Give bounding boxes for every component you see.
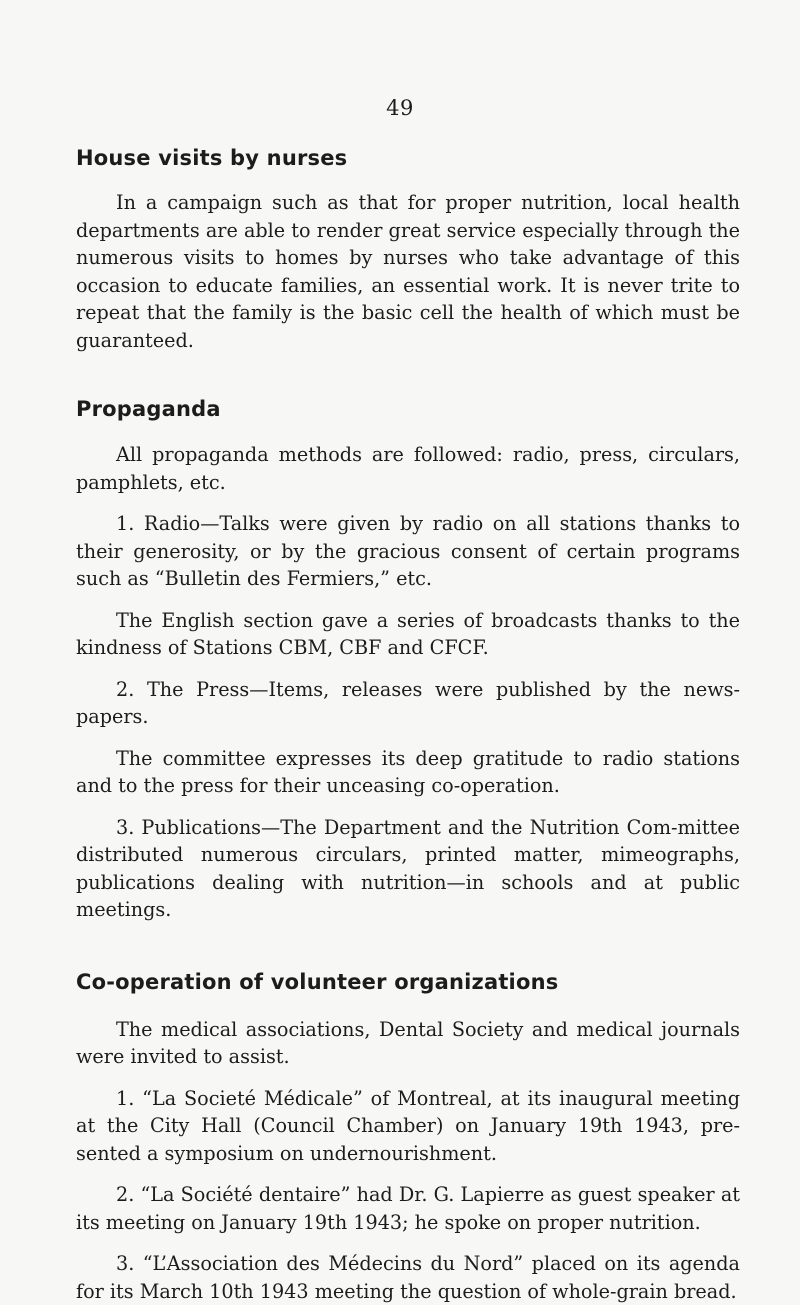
paragraph: All propaganda methods are followed: radio, press, circulars, pamphlets, etc. [76, 441, 740, 496]
section-heading: Co-operation of volunteer organizations [76, 970, 740, 994]
section-propaganda [76, 397, 740, 924]
paragraph: The committee expresses its deep gratitude to radio stations and to the press for their unceasing co-operation. [76, 745, 740, 800]
section-heading: Propaganda [76, 397, 740, 421]
paragraph: 2. The Press—Items, releases were published by the news-papers. [76, 676, 740, 731]
paragraph: The medical associations, Dental Society and medical journals were invited to assist. [76, 1016, 740, 1071]
paragraph: 1. “La Societé Médicale” of Montreal, at its inaugural meeting at the City Hall (Council Chamber) on January 19th 1943, pre-sented a symposium on undernourishment. [76, 1085, 740, 1168]
section-heading: House visits by nurses [76, 146, 740, 170]
page-number: 49 [0, 96, 800, 120]
paragraph: 3. “L’Association des Médecins du Nord” placed on its agenda for its March 10th 1943 meeting the question of whole-grain bread. [76, 1250, 740, 1305]
paragraph: 2. “La Société dentaire” had Dr. G. Lapierre as guest speaker at its meeting on January 19th 1943; he spoke on proper nutrition. [76, 1181, 740, 1236]
section-volunteer-organizations [76, 970, 740, 1305]
paragraph: 3. Publications—The Department and the Nutrition Com-mittee distributed numerous circulars, printed matter, mimeographs, publications dealing with nutrition—in schools and at public meetings. [76, 814, 740, 924]
paragraph: 1. Radio—Talks were given by radio on all stations thanks to their generosity, or by the gracious consent of certain programs such as “Bulletin des Fermiers,” etc. [76, 510, 740, 593]
section-house-visits [76, 146, 740, 354]
paragraph: In a campaign such as that for proper nutrition, local health departments are able to render great service especially through the numerous visits to homes by nurses who take advantage of this occasion to educate families, an essential work. It is never trite to repeat that the family is the basic cell the health of which must be guaranteed. [76, 189, 740, 354]
page-content [76, 146, 740, 1305]
paragraph: The English section gave a series of broadcasts thanks to the kindness of Stations CBM, CBF and CFCF. [76, 607, 740, 662]
